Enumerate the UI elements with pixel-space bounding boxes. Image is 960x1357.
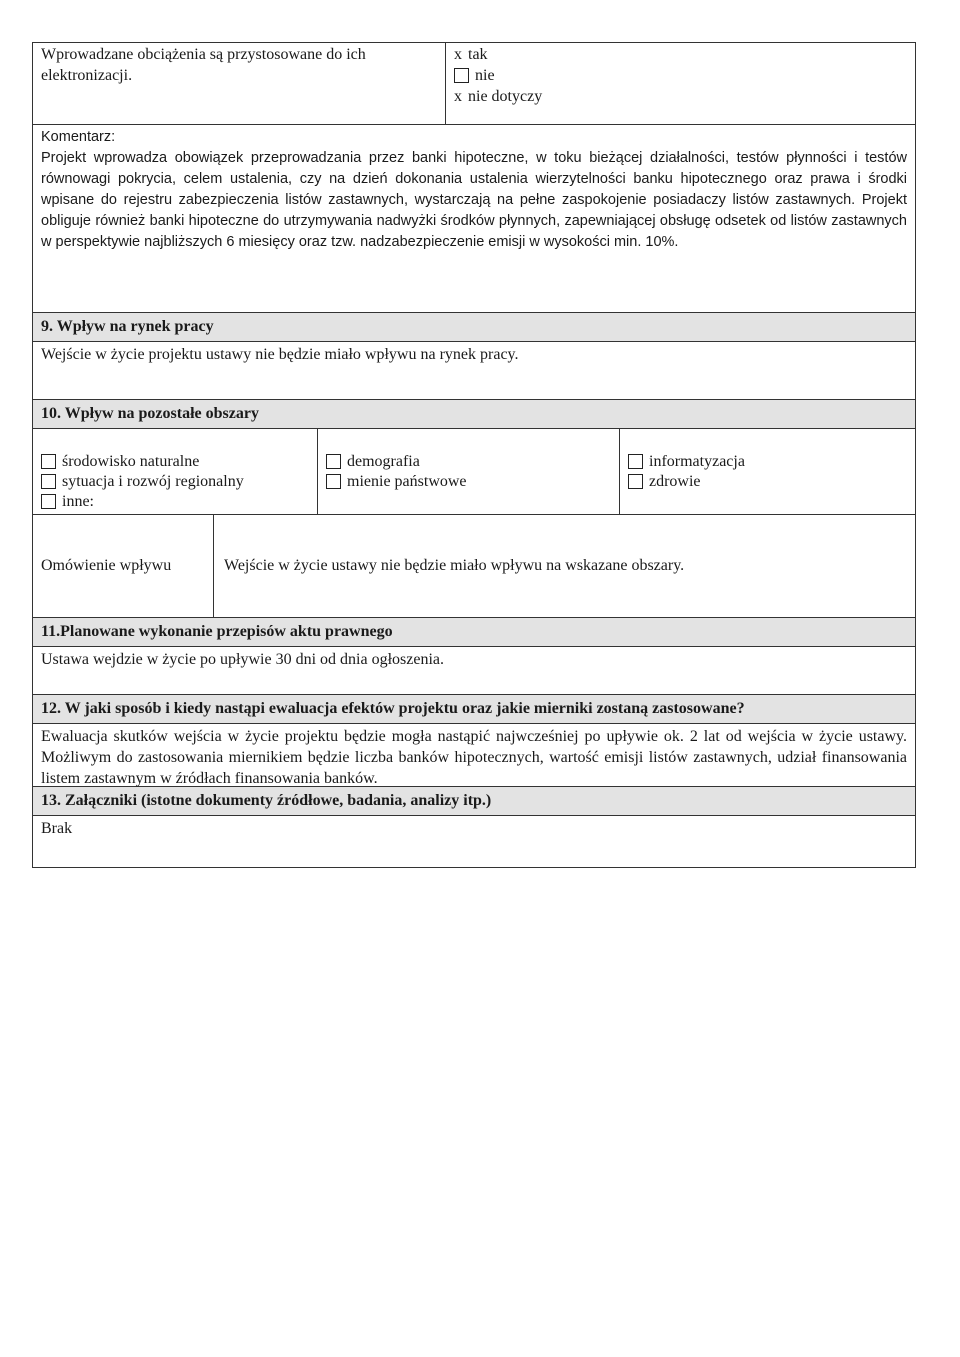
area-label: zdrowie bbox=[649, 472, 701, 490]
option-tak[interactable] bbox=[454, 44, 542, 65]
checkbox-icon[interactable] bbox=[41, 474, 56, 489]
area-option[interactable] bbox=[41, 491, 309, 511]
checkbox-icon[interactable] bbox=[628, 474, 643, 489]
section-9-body: Wejście w życie projektu ustawy nie będzie miało wpływu na rynek pracy. bbox=[41, 346, 519, 363]
comment-body: Projekt wprowadza obowiązek przeprowadzania przez banki hipoteczne, w toku bieżącej działalności, testów płynności i testów równowagi pokrycia, celem ustalenia, czy na dzień dokonania ustalenia wierzytelności banku hipotecznego oraz prawa i środki wpisane do rejestru zabezpieczenia listów zastawnych, wystarczają na pełne zaspokojenie posiadaczy listów zastawnych. Projekt obliguje również banki hipoteczne do utrzymywania nadwyżki środków płynnych, zapewniającej obsługę odsetek od listów zastawnych w perspektywie najbliższych 6 miesięcy oraz tzw. nadzabezpieczenie emisji w wysokości min. 10%. bbox=[41, 150, 907, 250]
area-option[interactable] bbox=[326, 471, 611, 491]
option-nie-dotyczy[interactable] bbox=[454, 86, 542, 107]
checkbox-icon[interactable] bbox=[454, 68, 469, 83]
option-label: tak bbox=[468, 46, 488, 63]
section-9 bbox=[33, 313, 915, 400]
areas-column-1 bbox=[33, 429, 318, 514]
impact-row bbox=[33, 515, 915, 617]
area-label: demografia bbox=[347, 452, 420, 470]
form-table bbox=[32, 42, 916, 868]
checkbox-icon[interactable] bbox=[41, 454, 56, 469]
electronization-question: Wprowadzane obciążenia są przystosowane do ich elektronizacji. bbox=[33, 43, 446, 124]
area-label: inne: bbox=[62, 492, 94, 510]
impact-text: Wejście w życie ustawy nie będzie miało wpływu na wskazane obszary. bbox=[224, 557, 685, 574]
checkbox-icon[interactable] bbox=[326, 454, 341, 469]
area-option[interactable] bbox=[326, 451, 611, 471]
section-12-body: Ewaluacja skutków wejścia w życie projektu będzie mogła nastąpić najwcześniej po upływie ok. 2 lat od wejścia w życie ustawy. Możliwym do zastosowania miernikiem będzie liczba banków hipotecznych, wartość emisji listów zastawnych, udział finansowania listem zastawnym w źródłach finansowania banków. bbox=[41, 728, 907, 787]
section-10 bbox=[33, 400, 915, 618]
option-label: nie dotyczy bbox=[468, 88, 543, 105]
option-nie[interactable] bbox=[454, 65, 542, 86]
checkbox-icon[interactable] bbox=[628, 454, 643, 469]
option-mark: x bbox=[454, 46, 462, 63]
area-option[interactable] bbox=[41, 451, 309, 471]
option-label: nie bbox=[475, 67, 495, 84]
section-11-body: Ustawa wejdzie w życie po upływie 30 dni od dnia ogłoszenia. bbox=[41, 651, 444, 668]
section-13-body: Brak bbox=[41, 820, 73, 837]
checkbox-icon[interactable] bbox=[41, 494, 56, 509]
section-11 bbox=[33, 618, 915, 695]
areas-grid bbox=[33, 429, 915, 515]
area-option[interactable] bbox=[628, 471, 907, 491]
section-12 bbox=[33, 695, 915, 787]
area-option[interactable] bbox=[628, 451, 907, 471]
checkbox-icon[interactable] bbox=[326, 474, 341, 489]
area-label: informatyzacja bbox=[649, 452, 745, 470]
impact-label: Omówienie wpływu bbox=[33, 515, 214, 617]
section-12-heading: 12. W jaki sposób i kiedy nastąpi ewaluacja efektów projektu oraz jakie mierniki zostaną zastosowane? bbox=[33, 695, 915, 724]
area-label: sytuacja i rozwój regionalny bbox=[62, 472, 244, 490]
option-mark: x bbox=[454, 88, 462, 105]
comment-label: Komentarz: bbox=[41, 129, 116, 145]
area-label: środowisko naturalne bbox=[62, 452, 200, 470]
areas-column-2 bbox=[318, 429, 620, 514]
areas-column-3 bbox=[620, 429, 915, 514]
area-label: mienie państwowe bbox=[347, 472, 467, 490]
section-10-heading: 10. Wpływ na pozostałe obszary bbox=[33, 400, 915, 429]
section-13 bbox=[33, 787, 915, 867]
comment-section bbox=[33, 125, 915, 313]
section-11-heading: 11.Planowane wykonanie przepisów aktu prawnego bbox=[33, 618, 915, 647]
section-13-heading: 13. Załączniki (istotne dokumenty źródłowe, badania, analizy itp.) bbox=[33, 787, 915, 816]
section-9-heading: 9. Wpływ na rynek pracy bbox=[33, 313, 915, 342]
area-option[interactable] bbox=[41, 471, 309, 491]
electronization-row bbox=[33, 43, 915, 125]
electronization-options bbox=[446, 43, 550, 124]
